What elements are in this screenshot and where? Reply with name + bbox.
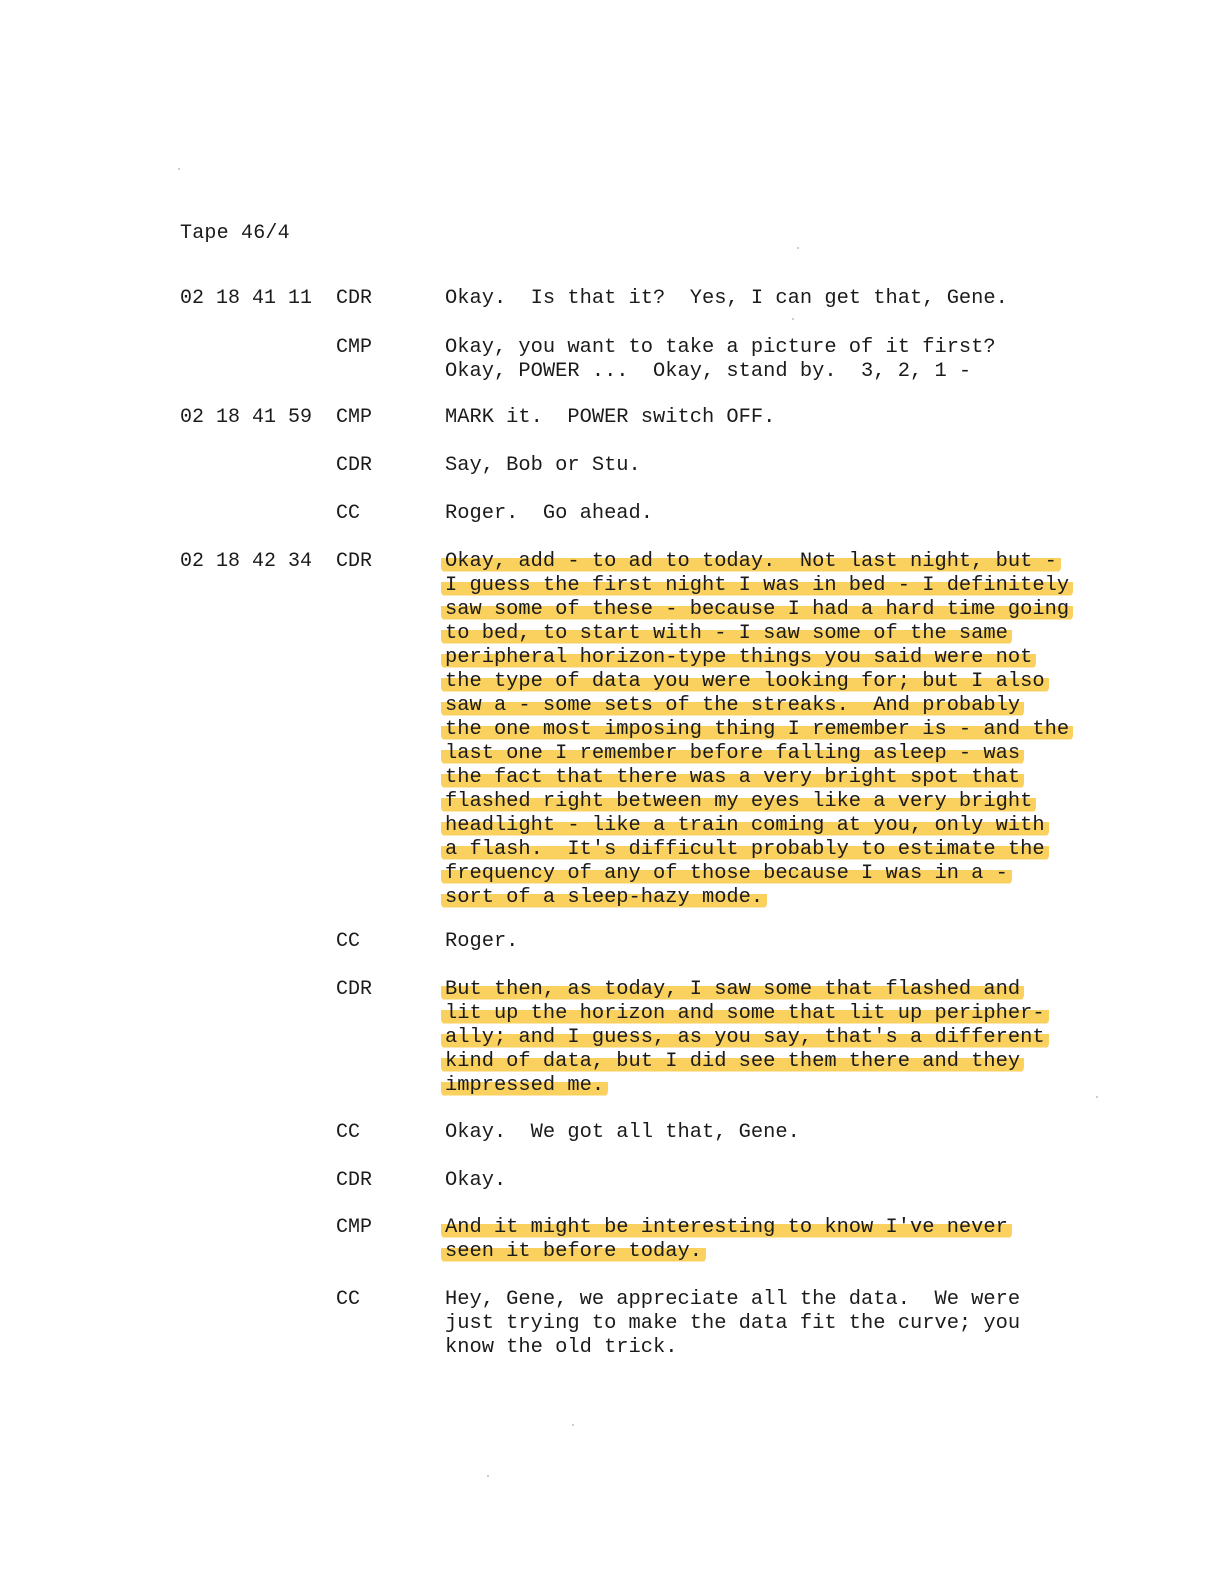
utterance [445, 550, 1145, 910]
tape-label: Tape 46/4 [180, 222, 290, 245]
speaker: CDR [336, 550, 373, 573]
speaker: CC [336, 1288, 361, 1311]
paper-speck [797, 247, 799, 249]
utterance: Roger. [445, 930, 519, 953]
utterance: Okay. Is that it? Yes, I can get that, Gene. [445, 287, 1008, 310]
utterance: Okay, you want to take a picture of it first? Okay, POWER ... Okay, stand by. 3, 2, 1 - [445, 336, 996, 383]
highlighted-text: But then, as today, I saw some that flashed and lit up the horizon and some that lit up peripher- ally; and I guess, as you say, that's a different kind of data, but I did see them there and they impressed me. [441, 978, 1049, 1097]
utterance: Okay. [445, 1169, 507, 1192]
speaker: CC [336, 1121, 361, 1144]
utterance [445, 978, 1145, 1098]
paper-speck [792, 318, 794, 320]
paper-speck [487, 1475, 489, 1477]
highlighted-text: Okay, add - to ad to today. Not last night, but - I guess the first night I was in bed - I definitely saw some of these - because I had a hard time going to bed, to start with - I saw some of the same peripheral horizon-type things you said were not the type of data you were looking for; but I also saw a - some sets of the streaks. And probably the one most imposing thing I remember is - and the last one I remember before falling asleep - was the fact that there was a very bright spot that flashed right between my eyes like a very bright headlight - like a train coming at you, only with a flash. It's difficult probably to estimate the frequency of any of those because I was in a - sort of a sleep-hazy mode. [441, 550, 1073, 909]
speaker: CDR [336, 287, 373, 310]
paper-speck [572, 1424, 574, 1426]
speaker: CMP [336, 336, 373, 359]
utterance: MARK it. POWER switch OFF. [445, 406, 776, 429]
timestamp: 02 18 41 11 [180, 287, 313, 310]
speaker: CC [336, 502, 361, 525]
timestamp: 02 18 41 59 [180, 406, 313, 429]
utterance: Roger. Go ahead. [445, 502, 654, 525]
timestamp: 02 18 42 34 [180, 550, 313, 573]
speaker: CMP [336, 406, 373, 429]
paper-speck [178, 168, 180, 170]
utterance: Okay. We got all that, Gene. [445, 1121, 800, 1144]
speaker: CDR [336, 1169, 373, 1192]
speaker: CDR [336, 454, 373, 477]
utterance: Say, Bob or Stu. [445, 454, 641, 477]
speaker: CDR [336, 978, 373, 1001]
utterance [445, 1216, 1145, 1264]
speaker: CC [336, 930, 361, 953]
paper-speck [1096, 1096, 1098, 1098]
utterance: Hey, Gene, we appreciate all the data. We were just trying to make the data fit the curve; you know the old trick. [445, 1288, 1021, 1359]
highlighted-text: And it might be interesting to know I've never seen it before today. [441, 1216, 1012, 1263]
speaker: CMP [336, 1216, 373, 1239]
